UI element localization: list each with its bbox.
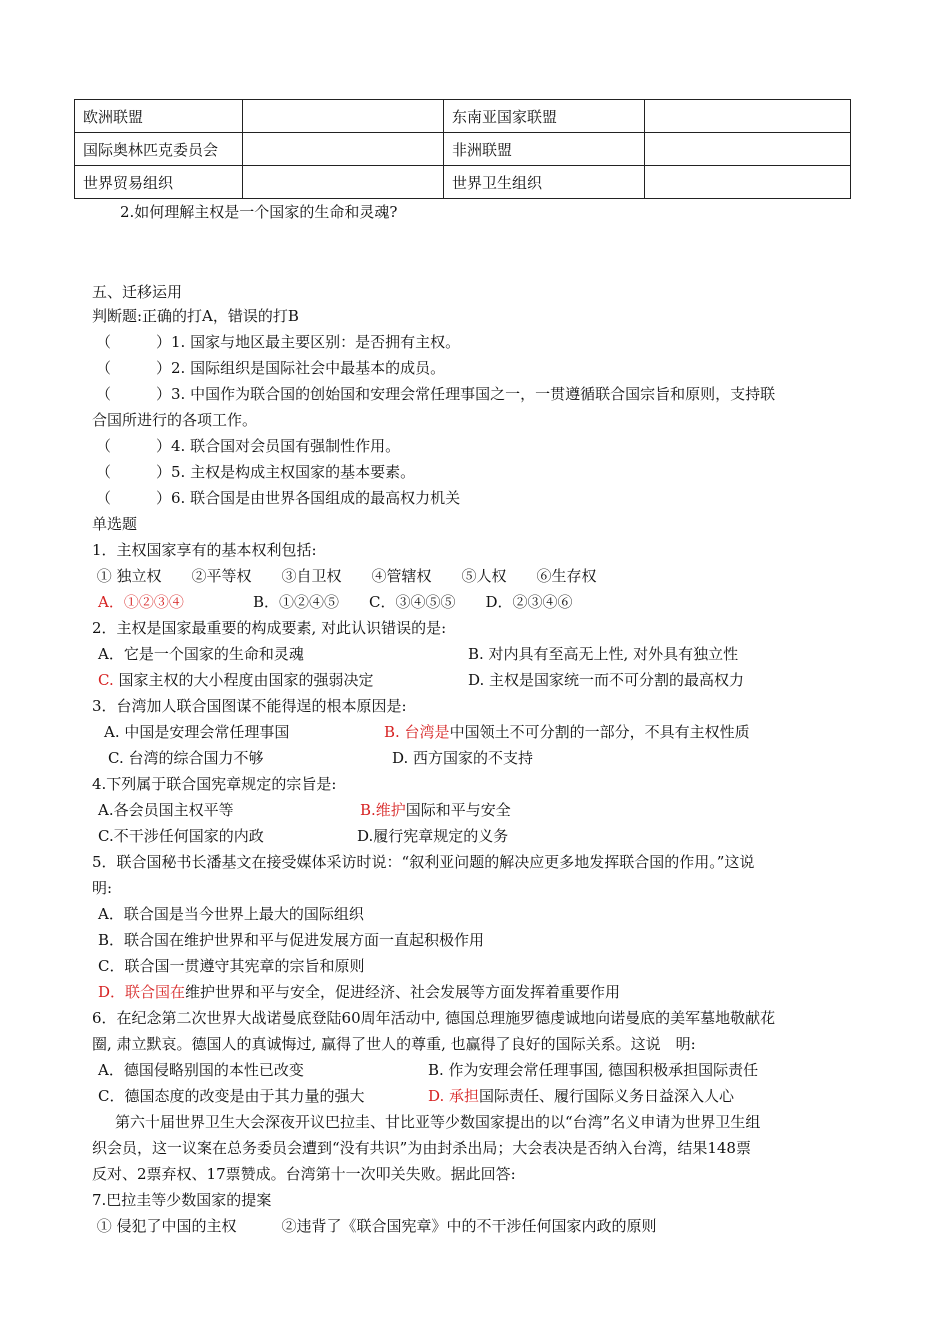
mc4-question: 4.下列属于联合国宪章规定的宗旨是:	[92, 775, 337, 793]
mc4-option-c: C.不干涉任何国家的内政	[98, 827, 264, 845]
mc5-option-a: A．联合国是当今世界上最大的国际组织	[98, 905, 364, 923]
table-cell: 世界卫生组织	[444, 166, 645, 199]
mc3-option-b	[384, 722, 750, 742]
passage-line: 反对、2票弃权、17票赞成。台湾第十一次叩关失败。据此回答:	[92, 1165, 516, 1183]
mc1-items: ① 独立权 ②平等权 ③自卫权 ④管辖权 ⑤人权 ⑥生存权	[92, 567, 597, 585]
judge-item: （ ）3. 中国作为联合国的创始国和安理会常任理事国之一，一贯遵循联合国宗旨和原则，支持联	[96, 385, 776, 403]
mc3-option-a: A. 中国是安理会常任理事国	[104, 723, 290, 741]
table-cell	[645, 100, 851, 133]
mc4-option-a: A.各会员国主权平等	[98, 801, 234, 819]
mc6-option-b: B. 作为安理会常任理事国, 德国积极承担国际责任	[428, 1061, 759, 1079]
mc6-option-d	[428, 1086, 734, 1106]
mc2-option-a: A．它是一个国家的生命和灵魂	[98, 645, 304, 663]
mc4-option-d: D.履行宪章规定的义务	[357, 827, 509, 845]
mc6-option-a: A．德国侵略别国的本性已改变	[98, 1061, 304, 1079]
mc3-question: 3．台湾加人联合国图谋不能得逞的根本原因是:	[92, 697, 407, 715]
mc2-option-c	[98, 670, 374, 690]
mc2-option-d: D. 主权是国家统一而不可分割的最高权力	[468, 671, 745, 689]
judge-item: （ ）6. 联合国是由世界各国组成的最高权力机关	[96, 489, 461, 507]
mc7-question: 7.巴拉圭等少数国家的提案	[92, 1191, 272, 1209]
table-row	[75, 166, 851, 199]
judge-item: （ ）1. 国家与地区最主要区别：是否拥有主权。	[96, 333, 461, 351]
mc5-question-line2: 明:	[92, 879, 113, 897]
judge-item: （ ）4. 联合国对会员国有强制性作用。	[96, 437, 401, 455]
mc6-option-c: C．德国态度的改变是由于其力量的强大	[98, 1087, 365, 1105]
section-title: 五、迁移运用	[92, 283, 183, 301]
table-cell: 世界贸易组织	[75, 166, 243, 199]
mc6-question-line1: 6．在纪念第二次世界大战诺曼底登陆60周年活动中, 德国总理施罗德虔诚地向诺曼底的美军墓地敬献花	[92, 1009, 776, 1027]
mc6-question-line2: 圈, 肃立默哀。德国人的真诚悔过, 赢得了世人的尊重, 也赢得了良好的国际关系。这说 明:	[92, 1035, 696, 1053]
mc2-option-c-text: 国家主权的大小程度由国家的强弱决定	[118, 671, 374, 689]
table-cell: 国际奥林匹克委员会	[75, 133, 243, 166]
judge-item: （ ）5. 主权是构成主权国家的基本要素。	[96, 463, 416, 481]
table-cell	[243, 166, 444, 199]
mc5-option-b: B．联合国在维护世界和平与促进发展方面一直起积极作用	[98, 931, 485, 949]
mc3-option-c: C. 台湾的综合国力不够	[108, 749, 264, 767]
judge-item: 合国所进行的各项工作。	[92, 411, 258, 429]
mc2-option-b: B. 对内具有至高无上性, 对外具有独立性	[468, 645, 739, 663]
table-cell	[645, 166, 851, 199]
mc5-option-d	[98, 982, 620, 1002]
mc1-question: 1．主权国家享有的基本权利包括:	[92, 541, 317, 559]
mc4-option-b-text: 国际和平与安全	[405, 801, 511, 819]
table-cell: 东南亚国家联盟	[444, 100, 645, 133]
mc7-items: ① 侵犯了中国的主权 ②违背了《联合国宪章》中的不干涉任何国家内政的原则	[92, 1217, 657, 1235]
mc2-option-c-mark: C.	[98, 671, 114, 689]
judge-intro: 判断题:正确的打A，错误的打B	[92, 307, 299, 325]
mc5-option-c: C．联合国一贯遵守其宪章的宗旨和原则	[98, 957, 365, 975]
mc6-option-d-text: 国际责任、履行国际义务日益深入人心	[479, 1087, 735, 1105]
passage-line: 第六十届世界卫生大会深夜开议巴拉圭、甘比亚等少数国家提出的以“台湾”名义申请为世界卫生组	[100, 1113, 761, 1131]
passage-line: 织会员，这一议案在总务委员会遭到“没有共识”为由封杀出局；大会表决是否纳入台湾，结果148票	[92, 1139, 751, 1157]
single-choice-title: 单选题	[92, 515, 138, 533]
mc5-question-line1: 5．联合国秘书长潘基文在接受媒体采访时说：“叙利亚问题的解决应更多地发挥联合国的作用。”这说	[92, 853, 755, 871]
mc4-option-b	[360, 800, 511, 820]
mc2-question: 2．主权是国家最重要的构成要素, 对此认识错误的是:	[92, 619, 447, 637]
mc1-options-bcd: B．①②④⑤ C．③④⑤⑤ D．②③④⑥	[253, 593, 573, 611]
mc3-option-b-text: 中国领土不可分割的一部分，不具有主权性质	[449, 723, 750, 741]
table-cell	[645, 133, 851, 166]
mc3-option-d: D. 西方国家的不支持	[392, 749, 534, 767]
table-cell: 欧洲联盟	[75, 100, 243, 133]
mc3-option-b-mark: B. 台湾是	[384, 723, 450, 741]
mc5-option-d-text: 维护世界和平与安全，促进经济、社会发展等方面发挥着重要作用	[185, 983, 621, 1001]
table-row	[75, 100, 851, 133]
table-cell: 非洲联盟	[444, 133, 645, 166]
mc4-option-b-mark: B.维护	[360, 801, 406, 819]
mc5-option-d-mark: D．联合国在	[98, 983, 186, 1001]
table-cell	[243, 133, 444, 166]
organizations-table	[74, 99, 851, 199]
question-2-text: 2.如何理解主权是一个国家的生命和灵魂?	[120, 203, 398, 221]
judge-item: （ ）2. 国际组织是国际社会中最基本的成员。	[96, 359, 446, 377]
table-cell	[243, 100, 444, 133]
mc1-option-a: A．①②③④	[98, 593, 184, 611]
table-row	[75, 133, 851, 166]
mc6-option-d-mark: D. 承担	[428, 1087, 480, 1105]
